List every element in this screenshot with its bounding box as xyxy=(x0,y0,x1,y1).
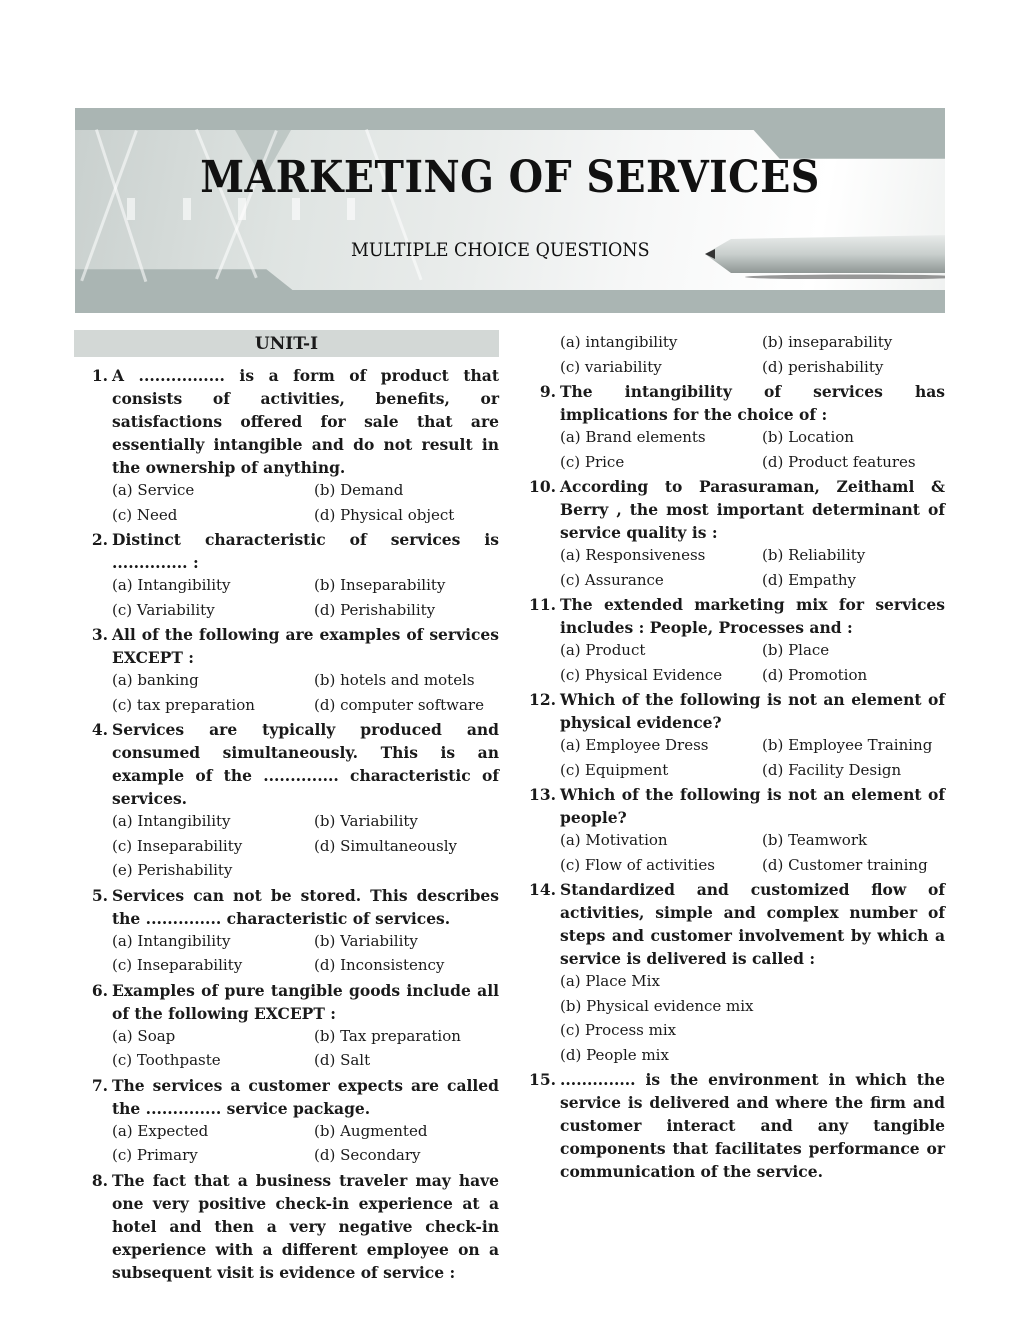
option-b: (b) Employee Training xyxy=(762,736,933,754)
option-a: (a) Expected xyxy=(112,1121,209,1140)
option-c: (c) variability xyxy=(560,357,662,376)
question-number: 13. xyxy=(529,785,556,804)
option-a: (a) Soap xyxy=(112,1026,176,1045)
option-d: (d) Salt xyxy=(314,1051,371,1069)
question-number: 5. xyxy=(91,885,108,905)
pencil-icon xyxy=(705,233,945,279)
option-a: (a) Employee Dress xyxy=(560,736,709,754)
option-d: (d) Perishability xyxy=(314,600,436,619)
option-a: (a) Product xyxy=(560,641,646,659)
question-text: The services a customer expects are called the .............. service package. xyxy=(112,1075,499,1118)
question-4-options xyxy=(112,810,499,884)
option-a: (a) Service xyxy=(112,481,195,499)
option-a: (a) Intangibility xyxy=(112,576,231,594)
question-number: 8. xyxy=(91,1170,108,1190)
question-text: A ................ is a form of product that consists of activities, benefits, or satisfactions offered for sale that are essentially intangible and do not result in the ownership of anything. xyxy=(112,366,499,477)
question-text: According to Parasuraman, Zeithaml & Berry , the most important determinant of service quality is : xyxy=(560,477,945,542)
option-d: (d) Facility Design xyxy=(762,760,902,779)
question-7 xyxy=(74,1074,499,1120)
question-text: Standardized and customized flow of activities, simple and complex number of steps and customer involvement by which a service is delivered is called : xyxy=(560,880,945,968)
question-8 xyxy=(74,1169,499,1284)
option-d: (d) Secondary xyxy=(314,1146,421,1164)
question-2-options xyxy=(112,574,499,623)
question-text: The intangibility of services has implications for the choice of : xyxy=(560,382,945,424)
option-b: (b) hotels and motels xyxy=(314,671,475,689)
option-a: (a) Place Mix xyxy=(560,972,660,990)
option-c: (c) Equipment xyxy=(560,760,669,779)
question-text: Which of the following is not an element of physical evidence? xyxy=(560,690,945,732)
question-number: 1. xyxy=(91,366,108,385)
option-a: (a) Intangibility xyxy=(112,931,231,950)
question-12-options xyxy=(560,734,945,783)
option-c: (c) Process mix xyxy=(560,1021,677,1039)
unit-header: UNIT-I xyxy=(74,330,499,357)
question-14-options xyxy=(560,970,945,1068)
question-11-options xyxy=(560,639,945,688)
question-text: Examples of pure tangible goods include all of the following EXCEPT : xyxy=(112,980,499,1023)
option-a: (a) Responsiveness xyxy=(560,546,706,564)
question-1-options xyxy=(112,479,499,528)
question-3-options xyxy=(112,669,499,718)
option-d: (d) perishability xyxy=(762,357,884,376)
question-text: All of the following are examples of services EXCEPT : xyxy=(112,625,499,667)
question-6 xyxy=(74,979,499,1025)
question-number: 9. xyxy=(539,382,556,401)
option-d: (d) Physical object xyxy=(314,505,455,524)
option-a: (a) Motivation xyxy=(560,831,668,849)
question-9-options xyxy=(560,426,945,475)
question-11 xyxy=(520,593,945,639)
option-c: (c) Inseparability xyxy=(112,956,243,974)
question-15 xyxy=(520,1068,945,1183)
question-3 xyxy=(74,623,499,669)
option-b: (b) Location xyxy=(762,428,854,446)
question-1 xyxy=(74,364,499,479)
question-12 xyxy=(520,688,945,734)
question-number: 4. xyxy=(91,720,108,739)
option-c: (c) Assurance xyxy=(560,570,664,589)
option-c: (c) Primary xyxy=(112,1146,198,1164)
page-subtitle: MULTIPLE CHOICE QUESTIONS xyxy=(351,239,650,261)
question-text: Distinct characteristic of services is .............. : xyxy=(112,530,499,572)
option-a: (a) intangibility xyxy=(560,333,678,351)
option-b: (b) Inseparability xyxy=(314,576,446,594)
option-c: (c) Flow of activities xyxy=(560,855,715,874)
question-number: 3. xyxy=(91,625,108,644)
chapter-banner xyxy=(75,108,945,313)
option-b: (b) Augmented xyxy=(314,1121,428,1140)
option-a: (a) Brand elements xyxy=(560,428,706,446)
question-2 xyxy=(74,528,499,574)
option-d: (d) Customer training xyxy=(762,855,928,874)
page-title: MARKETING OF SERVICES xyxy=(200,152,820,203)
option-c: (c) Variability xyxy=(112,600,215,619)
question-text: Services can not be stored. This describes the .............. characteristic of services. xyxy=(112,885,499,928)
question-8-options xyxy=(560,331,945,380)
question-10-options xyxy=(560,544,945,593)
question-text: The fact that a business traveler may have one very positive check-in experience at a hotel and then a very negative check-in experience with a different employee on a subsequent visit is evidence of service : xyxy=(112,1170,499,1282)
option-c: (c) Need xyxy=(112,505,178,524)
question-number: 2. xyxy=(91,530,108,549)
question-7-options xyxy=(112,1120,499,1169)
question-13-options xyxy=(560,829,945,878)
option-c: (c) Physical Evidence xyxy=(560,665,723,684)
question-text: .............. is the environment in which the service is delivered and where the firm and customer interact and any tangible components that facilitates performance or communication of the service. xyxy=(560,1070,945,1181)
option-b: (b) Teamwork xyxy=(762,831,868,849)
option-b: (b) Tax preparation xyxy=(314,1026,461,1045)
option-b: (b) Demand xyxy=(314,481,404,499)
option-c: (c) Inseparability xyxy=(112,836,243,855)
question-text: Services are typically produced and consumed simultaneously. This is an example of the .............. characteristic of services. xyxy=(112,720,499,808)
option-d: (d) computer software xyxy=(314,695,484,714)
question-9 xyxy=(520,380,945,426)
option-a: (a) Intangibility xyxy=(112,812,231,830)
option-a: (a) banking xyxy=(112,671,199,689)
option-e: (e) Perishability xyxy=(112,861,233,879)
question-number: 14. xyxy=(529,880,556,899)
question-number: 7. xyxy=(91,1075,108,1095)
question-number: 12. xyxy=(529,690,556,709)
option-b: (b) Variability xyxy=(314,931,418,950)
question-number: 15. xyxy=(529,1070,556,1089)
option-b: (b) Place xyxy=(762,641,830,659)
option-d: (d) Inconsistency xyxy=(314,956,445,974)
question-text: The extended marketing mix for services includes : People, Processes and : xyxy=(560,595,945,637)
option-b: (b) Reliability xyxy=(762,546,866,564)
option-d: (d) Product features xyxy=(762,452,916,471)
option-d: (d) Promotion xyxy=(762,665,868,684)
option-c: (c) Toothpaste xyxy=(112,1051,221,1069)
question-5-options xyxy=(112,930,499,979)
option-d: (d) People mix xyxy=(560,1045,669,1064)
left-column xyxy=(74,330,499,1284)
option-c: (c) tax preparation xyxy=(112,695,255,714)
question-10 xyxy=(520,475,945,544)
question-5 xyxy=(74,884,499,930)
question-14 xyxy=(520,878,945,970)
question-13 xyxy=(520,783,945,829)
option-c: (c) Price xyxy=(560,452,625,471)
option-b: (b) Physical evidence mix xyxy=(560,996,754,1015)
question-text: Which of the following is not an element of people? xyxy=(560,785,945,827)
question-6-options xyxy=(112,1025,499,1074)
question-number: 6. xyxy=(91,980,108,1000)
option-d: (d) Empathy xyxy=(762,570,856,589)
option-b: (b) inseparability xyxy=(762,333,893,351)
question-number: 11. xyxy=(529,595,556,614)
question-4 xyxy=(74,718,499,810)
option-d: (d) Simultaneously xyxy=(314,836,457,855)
option-b: (b) Variability xyxy=(314,812,418,830)
question-number: 10. xyxy=(529,477,556,496)
right-column xyxy=(520,331,945,1183)
